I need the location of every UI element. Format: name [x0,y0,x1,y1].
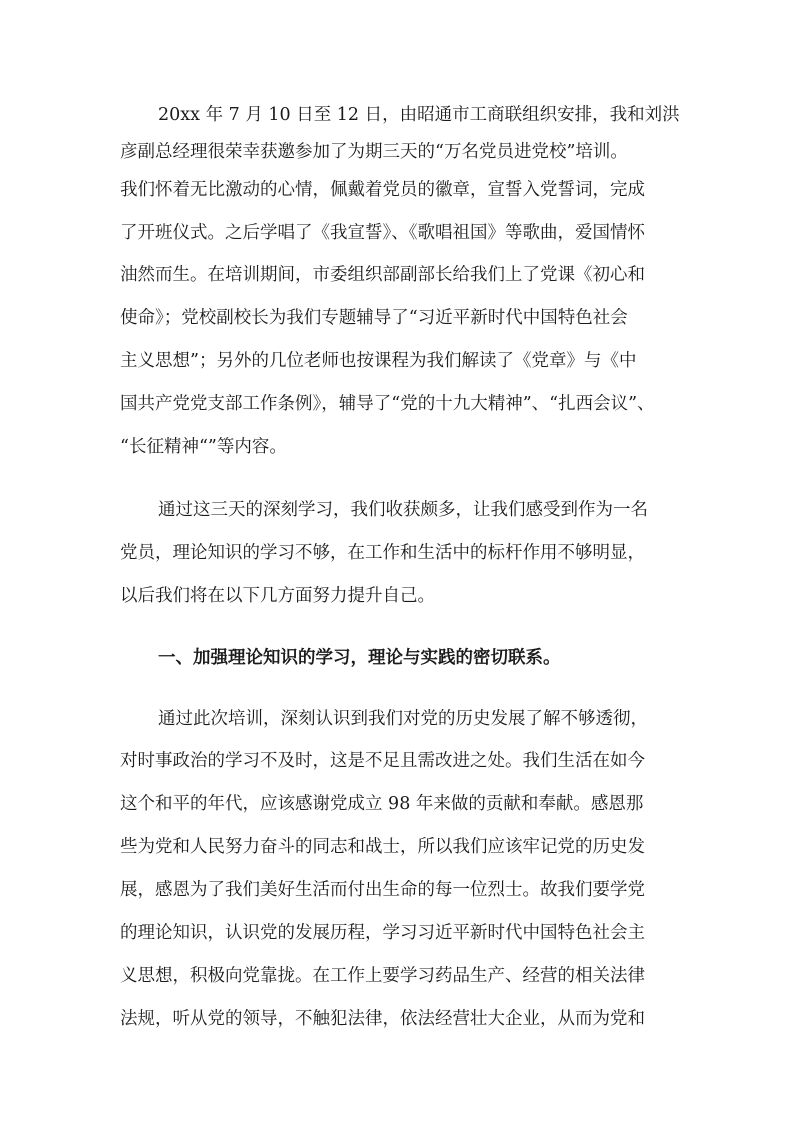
paragraph-3-line-1: 通过此次培训，深刻认识到我们对党的历史发展了解不够透彻， [158,709,648,729]
paragraph-1-line-4: 了开班仪式。之后学唱了《我宣誓》、《歌唱祖国》等歌曲，爱国情怀 [120,223,645,243]
paragraph-1-line-6: 使命》；党校副校长为我们专题辅导了“习近平新时代中国特色社会 [120,308,628,328]
paragraph-1-line-1: 20xx 年 7 月 10 日至 12 日，由昭通市工商联组织安排，我和刘洪 [158,105,680,125]
paragraph-1-line-5: 油然而生。在培训期间，市委组织部副部长给我们上了党课《初心和 [120,265,645,285]
paragraph-3-line-8: 法规，听从党的领导，不触犯法律，依法经营壮大企业，从而为党和 [120,1009,645,1029]
section-heading: 一、加强理论知识的学习，理论与实践的密切联系。 [158,648,561,668]
paragraph-3-line-7: 义思想，积极向党靠拢。在工作上要学习药品生产、经营的相关法律 [120,966,645,986]
paragraph-3-line-2: 对时事政治的学习不及时，这是不足且需改进之处。我们生活在如今 [120,751,645,771]
paragraph-2-line-2: 党员，理论知识的学习不够，在工作和生活中的标杆作用不够明显， [120,543,645,563]
paragraph-2-line-3: 以后我们将在以下几方面努力提升自己。 [120,586,435,606]
paragraph-3-line-4: 些为党和人民努力奋斗的同志和战士，所以我们应该牢记党的历史发 [120,837,645,857]
paragraph-3-line-5: 展，感恩为了我们美好生活而付出生命的每一位烈士。故我们要学党 [120,880,645,900]
paragraph-1-line-9: “长征精神“”等内容。 [120,437,287,457]
paragraph-1-line-2: 彦副总经理很荣幸获邀参加了为期三天的“万名党员进党校”培训。 [120,142,628,162]
paragraph-1-line-3: 我们怀着无比激动的心情，佩戴着党员的徽章，宣誓入党誓词，完成 [120,180,645,200]
paragraph-3-line-3: 这个和平的年代，应该感谢党成立 98 年来做的贡献和奉献。感恩那 [120,794,644,814]
paragraph-1-line-8: 国共产党党支部工作条例》，辅导了“党的十九大精神”、“扎西会议”、 [120,394,655,414]
paragraph-3-line-6: 的理论知识，认识党的发展历程，学习习近平新时代中国特色社会主 [120,923,645,943]
paragraph-2-line-1: 通过这三天的深刻学习，我们收获颇多，让我们感受到作为一名 [158,500,648,520]
paragraph-1-line-7: 主义思想”；另外的几位老师也按课程为我们解读了《党章》与《中 [120,351,637,371]
